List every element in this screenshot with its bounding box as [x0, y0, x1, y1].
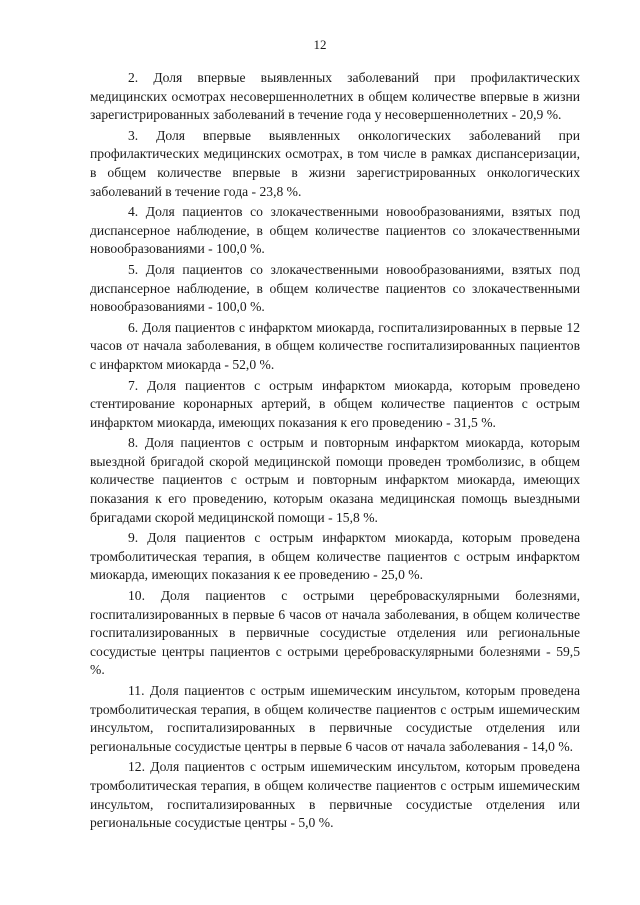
document-body	[90, 69, 580, 835]
paragraph-item-10: 10. Доля пациентов с острыми цереброваскулярными болезнями, госпитализированных в первые 6 часов от начала заболевания, в общем количестве госпитализированных в первичные сосудистые отделения или региональные сосудистые центры пациентов с острыми цереброваскулярными болезнями - 59,5 %.	[90, 588, 580, 678]
paragraph-item-8: 8. Доля пациентов с острым и повторным инфарктом миокарда, которым выездной бригадой скорой медицинской помощи проведен тромболизис, в общем количестве пациентов с острым и повторным инфарктом миокарда, имеющих показания к его проведению, которым оказана медицинская помощь выездными бригадами скорой медицинской помощи - 15,8 %.	[90, 435, 580, 525]
paragraph-item-12: 12. Доля пациентов с острым ишемическим инсультом, которым проведена тромболитическая терапия, в общем количестве пациентов с острым ишемическим инсультом, госпитализированных в первичные сосудистые отделения или региональные сосудистые центры - 5,0 %.	[90, 759, 580, 831]
paragraph-item-5: 5. Доля пациентов со злокачественными новообразованиями, взятых под диспансерное наблюдение, в общем количестве пациентов со злокачественными новообразованиями - 100,0 %.	[90, 261, 580, 315]
paragraph-item-2: 2. Доля впервые выявленных заболеваний при профилактических медицинских осмотрах несовершеннолетних в общем количестве впервые в жизни зарегистрированных заболеваний в течение года у несовершеннолетних - 20,9 %.	[90, 70, 580, 123]
paragraph-item-6: 6. Доля пациентов с инфарктом миокарда, госпитализированных в первые 12 часов от начала заболевания, в общем количестве госпитализированных пациентов с инфарктом миокарда - 52,0 %.	[90, 319, 580, 372]
paragraph-item-7: 7. Доля пациентов с острым инфарктом миокарда, которым проведено стентирование коронарных артерий, в общем количестве пациентов с острым инфарктом миокарда, имеющих показания к его проведению - 31,5 %.	[90, 377, 580, 430]
page-number: 12	[313, 37, 327, 52]
paragraph-item-3: 3. Доля впервые выявленных онкологических заболеваний при профилактических медицинских осмотрах, в том числе в рамках диспансеризации, в общем количестве впервые в жизни зарегистрированных онкологических заболеваний в течение года - 23,8 %.	[90, 127, 580, 199]
paragraph-item-11: 11. Доля пациентов с острым ишемическим инсультом, которым проведена тромболитическая терапия, в общем количестве пациентов с острым ишемическим инсультом, госпитализированных в первичные сосудистые отделения или региональные сосудистые центры в первые 6 часов от начала заболевания - 14,0 %.	[90, 683, 580, 754]
paragraph-item-9: 9. Доля пациентов с острым инфарктом миокарда, которым проведена тромболитическая терапия, в общем количестве пациентов с острым инфарктом миокарда, имеющих показания к ее проведению - 25,0 %.	[90, 530, 580, 583]
paragraph-item-4: 4. Доля пациентов со злокачественными новообразованиями, взятых под диспансерное наблюдение, в общем количестве пациентов со злокачественными новообразованиями - 100,0 %.	[90, 204, 580, 257]
